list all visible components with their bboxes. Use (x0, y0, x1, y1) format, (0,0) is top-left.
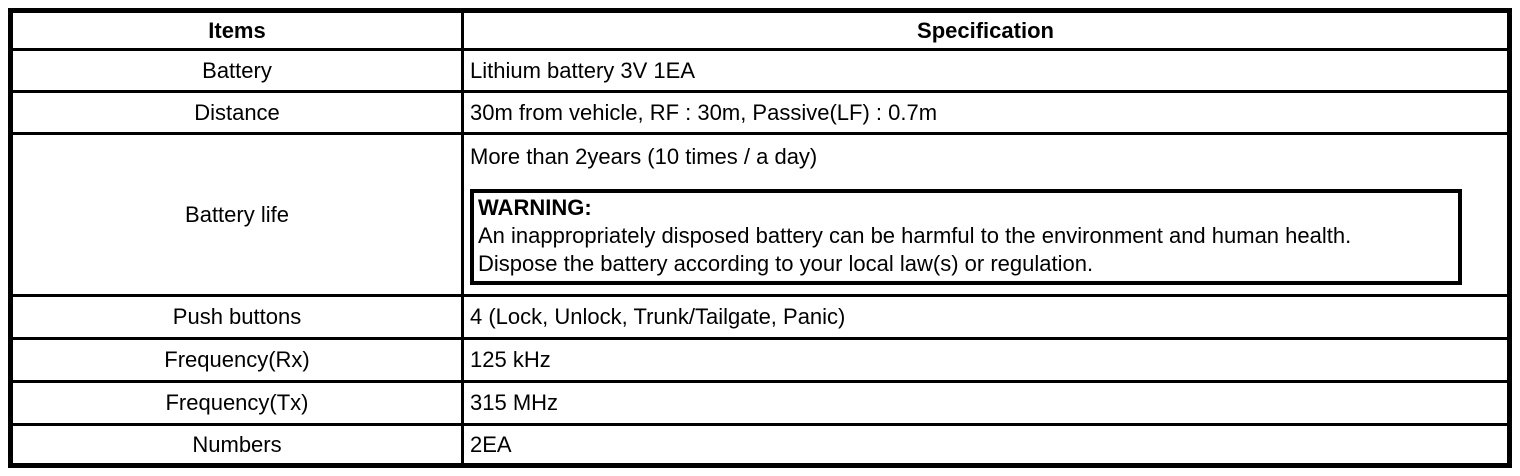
spec-cell-distance: 30m from vehicle, RF : 30m, Passive(LF) : 0.7m (461, 90, 1507, 132)
warning-title: WARNING: (478, 195, 592, 220)
spec-cell-push-buttons: 4 (Lock, Unlock, Trunk/Tailgate, Panic) (461, 294, 1507, 337)
warning-box (470, 189, 1462, 285)
spec-cell-frequency-tx: 315 MHz (461, 380, 1507, 423)
spec-cell-numbers: 2EA (461, 423, 1507, 463)
battery-life-duration-text: More than 2years (10 times / a day) (470, 144, 818, 169)
specification-column-header: Specification (461, 13, 1507, 48)
item-cell-distance: Distance (13, 90, 461, 132)
spec-cell-battery: Lithium battery 3V 1EA (461, 48, 1507, 90)
item-cell-frequency-rx: Frequency(Rx) (13, 337, 461, 380)
item-cell-frequency-tx: Frequency(Tx) (13, 380, 461, 423)
spec-cell-frequency-rx: 125 kHz (461, 337, 1507, 380)
warning-text-line2: Dispose the battery according to your local law(s) or regulation. (478, 251, 1094, 276)
item-cell-push-buttons: Push buttons (13, 294, 461, 337)
item-cell-battery-life: Battery life (13, 132, 461, 294)
warning-text-line1: An inappropriately disposed battery can be harmful to the environment and human health. (478, 223, 1352, 248)
item-cell-battery: Battery (13, 48, 461, 90)
spec-cell-battery-life (461, 132, 1507, 294)
specification-table (8, 8, 1512, 468)
items-column-header: Items (208, 17, 266, 43)
item-cell-numbers: Numbers (13, 423, 461, 463)
